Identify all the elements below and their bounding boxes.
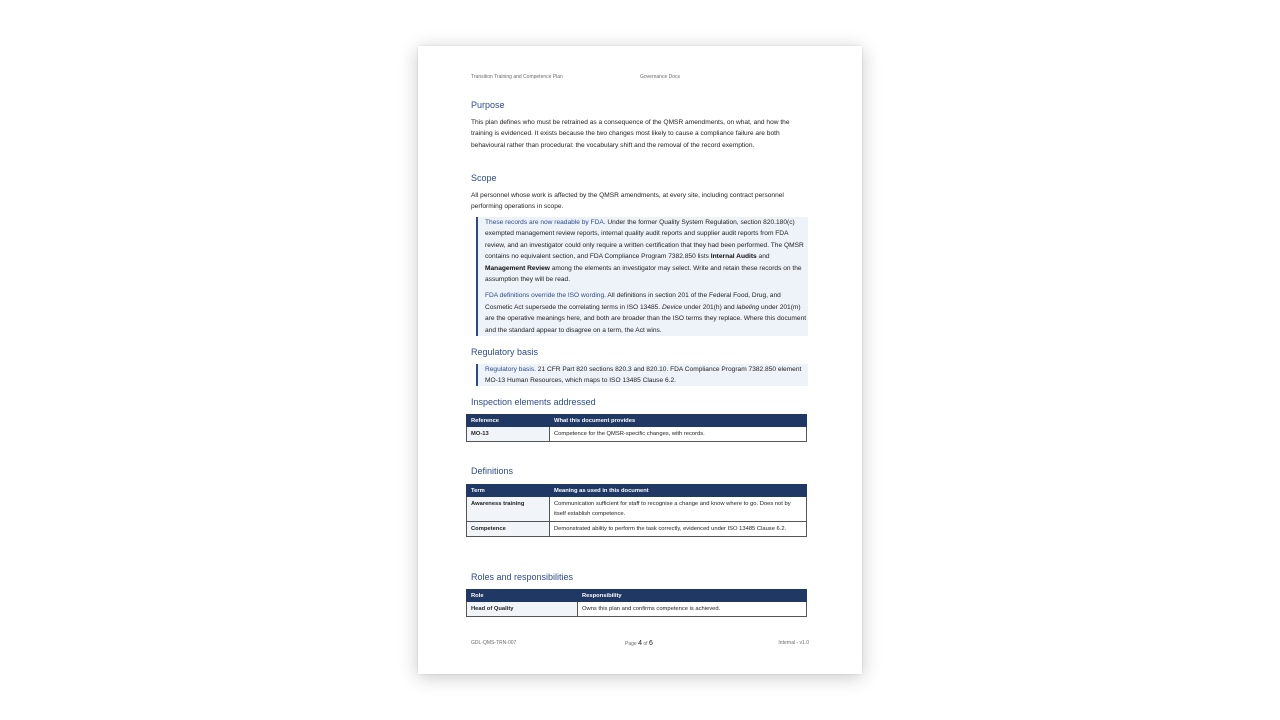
definitions-heading: Definitions xyxy=(471,466,514,476)
column-header: Role xyxy=(467,590,578,602)
callout-bold-term: Management Review xyxy=(485,264,550,272)
table-cell: Competence for the QMSR-specific changes, with records. xyxy=(550,427,807,442)
column-header: Term xyxy=(467,485,550,497)
page-total: 6 xyxy=(648,640,653,647)
header-title: Transition Training and Competence Plan xyxy=(471,74,563,80)
column-header: What this document provides xyxy=(550,415,807,427)
inspection-table xyxy=(466,414,807,442)
table-header-row xyxy=(467,590,807,602)
table-cell: Demonstrated ability to perform the task correctly, evidenced under ISO 13485 Clause 6.2. xyxy=(550,522,807,537)
regulatory-body: 21 CFR Part 820 sections 820.3 and 820.10. FDA Compliance Program 7382.850 element MO-13 Human Resources, which maps to ISO 13485 Clause 6.2. xyxy=(485,366,802,385)
table-header-row xyxy=(467,485,807,497)
scope-text: All personnel whose work is affected by the QMSR amendments, at every site, including contract personnel performing operations in scope. xyxy=(471,192,784,211)
table-cell-key: Competence xyxy=(467,522,550,537)
roles-table xyxy=(466,589,807,617)
footer-classification: Internal - v1.0 xyxy=(778,640,809,646)
inspection-heading: Inspection elements addressed xyxy=(471,397,596,407)
scope-heading: Scope xyxy=(471,173,497,183)
column-header: Meaning as used in this document xyxy=(550,485,807,497)
regulatory-text xyxy=(485,364,808,387)
document-page xyxy=(418,46,862,674)
callout-text: under 201(h) and xyxy=(682,303,737,311)
table-cell-key: MO-13 xyxy=(467,427,550,442)
footer-page-number xyxy=(625,640,653,647)
callout-italic-term: Device xyxy=(662,303,683,311)
footer-doc-id: GDL-QMS-TRN-007 xyxy=(471,640,517,646)
table-header-row xyxy=(467,415,807,427)
regulatory-lead: Regulatory basis. xyxy=(485,366,536,373)
purpose-heading: Purpose xyxy=(471,100,505,110)
page-prefix: Page xyxy=(625,641,637,647)
callout-text: and xyxy=(756,253,770,261)
table-row xyxy=(467,602,807,617)
page-of: of xyxy=(643,641,648,647)
roles-heading: Roles and responsibilities xyxy=(471,572,574,582)
callout-lead: These records are now readable by FDA. xyxy=(485,219,606,226)
callout-text: Under the former Quality System Regulation, section 820.180(c) exempted management review reports, internal quality audit reports and supplier audit reports from FDA review, and an investigator could only require a written certification that they had been performed. The QMSR contains no equivalent section, and FDA Compliance Program 7382.850 lists xyxy=(485,219,804,261)
column-header: Responsibility xyxy=(578,590,807,602)
table-cell-key: Head of Quality xyxy=(467,602,578,617)
callout-lead: FDA definitions override the ISO wording. xyxy=(485,292,606,300)
table-cell-key: Awareness training xyxy=(467,497,550,522)
scope-callout xyxy=(476,217,808,336)
table-row xyxy=(467,497,807,522)
table-cell: Owns this plan and confirms competence is achieved. xyxy=(578,602,807,617)
regulatory-callout xyxy=(476,364,808,386)
callout-italic-term: labeling xyxy=(736,303,760,311)
page-current: 4 xyxy=(638,640,642,647)
callout-text: under 201(m) are the operative meanings here, and both are broader than the ISO terms they replace. Where this document and the standard appear to disagree on a term, the Act wins. xyxy=(485,303,807,334)
callout-fda-definitions xyxy=(485,290,808,336)
regulatory-heading: Regulatory basis xyxy=(471,347,539,357)
definitions-table xyxy=(466,484,807,537)
table-row xyxy=(467,522,807,537)
callout-bold-term: Internal Audits xyxy=(710,253,757,261)
callout-text: among the elements an investigator may select. Write and retain these records on the assumption they will be read. xyxy=(485,264,802,284)
callout-records-readable xyxy=(485,217,808,285)
table-row xyxy=(467,427,807,442)
purpose-text: This plan defines who must be retrained as a consequence of the QMSR amendments, on what, and how the training is evidenced. It exists because the two changes most likely to cause a compliance failure are both behavioural rather than procedural: the vocabulary shift and the removal of the record exemption. xyxy=(471,119,790,149)
header-section: Governance Docs xyxy=(640,74,681,80)
table-cell: Communication sufficient for staff to recognise a change and know where to go. Does not by itself establish competence. xyxy=(550,497,807,522)
callout-text: All definitions in section 201 of the Federal Food, Drug, and Cosmetic Act supersede the correlating terms in ISO 13485. xyxy=(485,292,781,311)
column-header: Reference xyxy=(467,415,550,427)
